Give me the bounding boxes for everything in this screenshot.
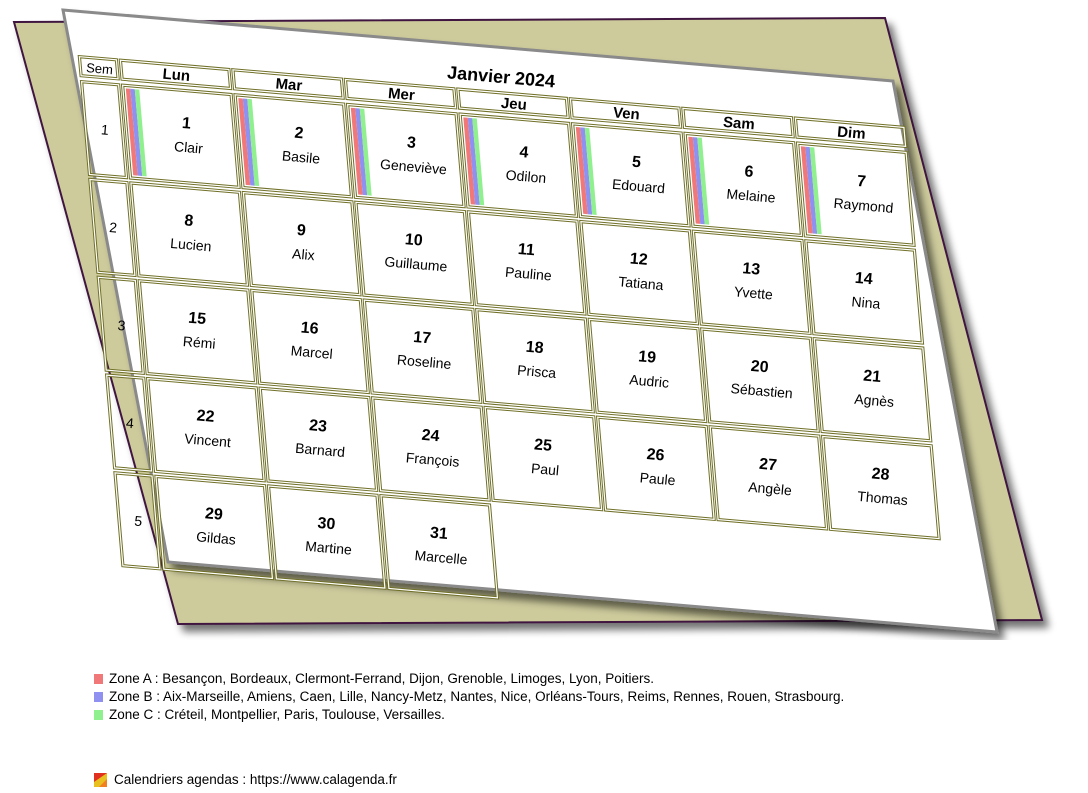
day-number: 25 (533, 436, 553, 455)
day-number: 15 (187, 309, 207, 329)
weekday-label-dim: Dim (836, 123, 867, 143)
day-saint-name: Sébastien (730, 380, 794, 402)
day-number: 20 (750, 357, 770, 377)
day-saint-name: Angèle (747, 478, 793, 499)
day-number: 14 (854, 269, 874, 289)
school-zones-legend (94, 670, 844, 724)
day-saint-name: Thomas (856, 487, 909, 509)
day-saint-name: Gildas (195, 528, 237, 548)
day-saint-name: Vincent (183, 430, 232, 451)
zone-c-text: Zone C : Créteil, Montpellier, Paris, Toulouse, Versailles. (109, 707, 445, 722)
day-saint-name: Guillaume (383, 253, 449, 275)
day-number: 11 (517, 240, 536, 260)
day-saint-name: Geneviève (379, 155, 448, 178)
day-saint-name: Prisca (516, 361, 557, 382)
day-saint-name: Barnard (294, 439, 346, 461)
day-number: 17 (412, 328, 432, 348)
day-number: 13 (741, 260, 761, 279)
day-saint-name: Martine (304, 537, 353, 558)
day-number: 26 (645, 446, 666, 465)
weekday-label-jeu: Jeu (500, 94, 528, 114)
day-number: 24 (420, 426, 441, 446)
weekday-label-sam: Sam (722, 113, 756, 134)
weekday-label-lun: Lun (161, 65, 191, 85)
day-saint-name: Agnès (853, 390, 895, 410)
day-saint-name: Roseline (396, 351, 453, 373)
week-number: 5 (133, 512, 143, 530)
day-number: 29 (204, 505, 224, 524)
day-saint-name: Tatiana (617, 273, 665, 294)
week-number: 1 (100, 121, 110, 138)
day-number: 21 (862, 367, 882, 387)
day-saint-name: Nina (850, 293, 881, 312)
day-number: 3 (406, 134, 417, 152)
footer (94, 772, 397, 787)
day-number: 1 (181, 114, 192, 133)
day-saint-name: Odilon (505, 166, 547, 187)
zone-a-swatch (94, 674, 103, 684)
legend-zone-b (94, 688, 844, 706)
week-number: 3 (117, 316, 127, 334)
day-number: 31 (429, 524, 449, 544)
day-saint-name: Pauline (504, 263, 553, 284)
weekday-label-mar: Mar (274, 75, 303, 95)
legend-zone-a (94, 670, 844, 688)
week-number: 2 (108, 219, 118, 236)
day-saint-name: Melaine (725, 185, 777, 206)
day-number: 5 (631, 153, 642, 172)
zone-c-swatch (94, 710, 103, 720)
day-number: 6 (743, 163, 755, 181)
day-saint-name: Lucien (169, 234, 213, 255)
zone-a-text: Zone A : Besançon, Bordeaux, Clermont-Ferrand, Dijon, Grenoble, Limoges, Lyon, Poitiers. (109, 671, 655, 686)
day-saint-name: Marcelle (413, 547, 469, 568)
day-number: 9 (296, 221, 307, 240)
day-saint-name: Alix (291, 245, 316, 264)
day-number: 28 (870, 465, 891, 484)
calagenda-logo-icon (94, 773, 107, 787)
zone-b-text: Zone B : Aix-Marseille, Amiens, Caen, Lille, Nancy-Metz, Nantes, Nice, Orléans-Tours, Reims, Rennes, Rouen, Strasbourg. (109, 689, 845, 704)
calendar-title: Janvier 2024 (446, 62, 556, 92)
day-number: 4 (518, 143, 530, 162)
week-header-label: Sem (85, 60, 114, 78)
day-number: 2 (293, 124, 305, 143)
weekday-label-ven: Ven (612, 104, 641, 124)
day-number: 22 (195, 407, 216, 426)
day-number: 7 (856, 172, 867, 191)
day-number: 19 (637, 348, 657, 367)
day-number: 10 (404, 231, 424, 250)
day-number: 16 (300, 319, 320, 338)
week-number: 4 (125, 414, 135, 432)
day-saint-name: Yvette (733, 283, 774, 303)
day-saint-name: Basile (281, 147, 321, 167)
day-saint-name: Marcel (290, 342, 334, 362)
day-saint-name: Edouard (611, 175, 666, 197)
day-saint-name: Paule (639, 469, 677, 489)
weekday-label-mer: Mer (387, 85, 416, 105)
day-saint-name: Audric (628, 371, 670, 391)
footer-link[interactable]: Calendriers agendas : https://www.calagenda.fr (114, 772, 397, 787)
day-number: 18 (525, 338, 545, 358)
day-saint-name: François (405, 449, 461, 470)
day-saint-name: Raymond (832, 194, 895, 216)
legend-zone-c (94, 706, 844, 724)
day-number: 23 (308, 417, 328, 436)
day-saint-name: Paul (530, 460, 560, 479)
day-number: 27 (758, 455, 778, 475)
day-number: 30 (316, 514, 336, 534)
day-saint-name: Clair (173, 138, 204, 157)
zone-b-swatch (94, 692, 103, 702)
day-number: 12 (629, 250, 649, 269)
day-saint-name: Rémi (182, 333, 217, 352)
day-number: 8 (183, 212, 194, 230)
